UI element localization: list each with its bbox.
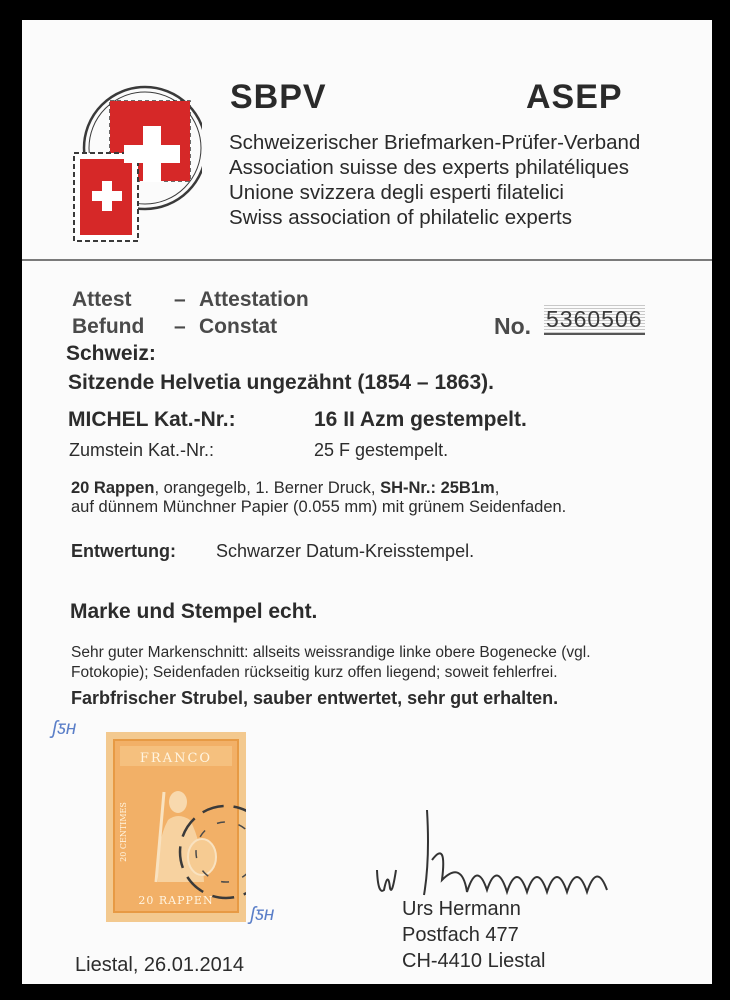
description-line-2: auf dünnem Münchner Papier (0.055 mm) mit grünem Seidenfaden. bbox=[71, 498, 567, 516]
attest-dash: – bbox=[174, 288, 186, 311]
michel-label: MICHEL Kat.-Nr.: bbox=[68, 408, 236, 431]
expert-city: CH-4410 Liestal bbox=[402, 950, 546, 972]
header-divider bbox=[22, 259, 712, 261]
zumstein-label: Zumstein Kat.-Nr.: bbox=[69, 440, 215, 460]
org-names bbox=[229, 130, 640, 230]
place-date: Liestal, 26.01.2014 bbox=[75, 954, 245, 976]
sh-number: SH-Nr.: 25B1m bbox=[380, 479, 495, 497]
desc-colour-print: , orangegelb, 1. Berner Druck, bbox=[154, 479, 381, 497]
org-name-fr: Association suisse des experts philatéliques bbox=[229, 156, 629, 179]
summary-statement: Farbfrischer Strubel, sauber entwertet, sehr gut erhalten. bbox=[71, 688, 559, 708]
desc-comma: , bbox=[494, 479, 500, 497]
issue-title: Sitzende Helvetia ungezähnt (1854 – 1863). bbox=[68, 371, 494, 394]
remark-line-1: Sehr guter Markenschnitt: allseits weissrandige linke obere Bogenecke (vgl. bbox=[71, 644, 591, 661]
expert-mark-bottom: ʃƽʜ bbox=[250, 904, 275, 925]
cancel-label: Entwertung: bbox=[71, 541, 176, 561]
org-name-en: Swiss association of philatelic experts bbox=[229, 206, 572, 229]
org-name-it: Unione svizzera degli esperti filatelici bbox=[229, 181, 564, 204]
org-abbr-fr: ASEP bbox=[526, 78, 623, 116]
org-name-de: Schweizerischer Briefmarken-Prüfer-Verband bbox=[229, 131, 641, 154]
befund-label: Befund bbox=[72, 315, 145, 338]
expert-signature bbox=[372, 800, 622, 910]
attest-fr-label: Attestation bbox=[199, 288, 309, 311]
remark-line-2: Fotokopie); Seidenfaden rückseitig kurz offen liegend; soweit fehlerfrei. bbox=[71, 664, 558, 681]
certificate-card bbox=[22, 20, 712, 984]
country-heading: Schweiz: bbox=[66, 342, 156, 365]
description-line-1 bbox=[71, 479, 499, 498]
expert-name: Urs Hermann bbox=[402, 898, 521, 920]
stamp-top-text: FRANCO bbox=[139, 751, 213, 766]
stamp-bottom-text: 20 RAPPEN bbox=[138, 894, 214, 907]
attest-label: Attest bbox=[72, 288, 132, 311]
befund-fr-label: Constat bbox=[199, 315, 278, 338]
cancel-value: Schwarzer Datum-Kreisstempel. bbox=[216, 541, 475, 561]
zumstein-value: 25 F gestempelt. bbox=[314, 440, 449, 460]
denomination: 20 Rappen bbox=[71, 479, 155, 497]
org-abbr-de: SBPV bbox=[230, 78, 327, 116]
sbpv-logo bbox=[70, 83, 202, 248]
genuine-statement: Marke und Stempel echt. bbox=[70, 600, 318, 623]
michel-value: 16 II Azm gestempelt. bbox=[314, 408, 527, 431]
certificate-number-label: No. bbox=[494, 313, 532, 339]
certificate-number: 5360506 bbox=[544, 304, 645, 335]
stamp-image bbox=[106, 732, 246, 922]
befund-dash: – bbox=[174, 315, 186, 338]
stamp-side-text: 20 CENTIMES bbox=[119, 802, 128, 862]
expert-po-box: Postfach 477 bbox=[402, 924, 519, 946]
expert-mark-top: ʃƽʜ bbox=[52, 718, 77, 739]
